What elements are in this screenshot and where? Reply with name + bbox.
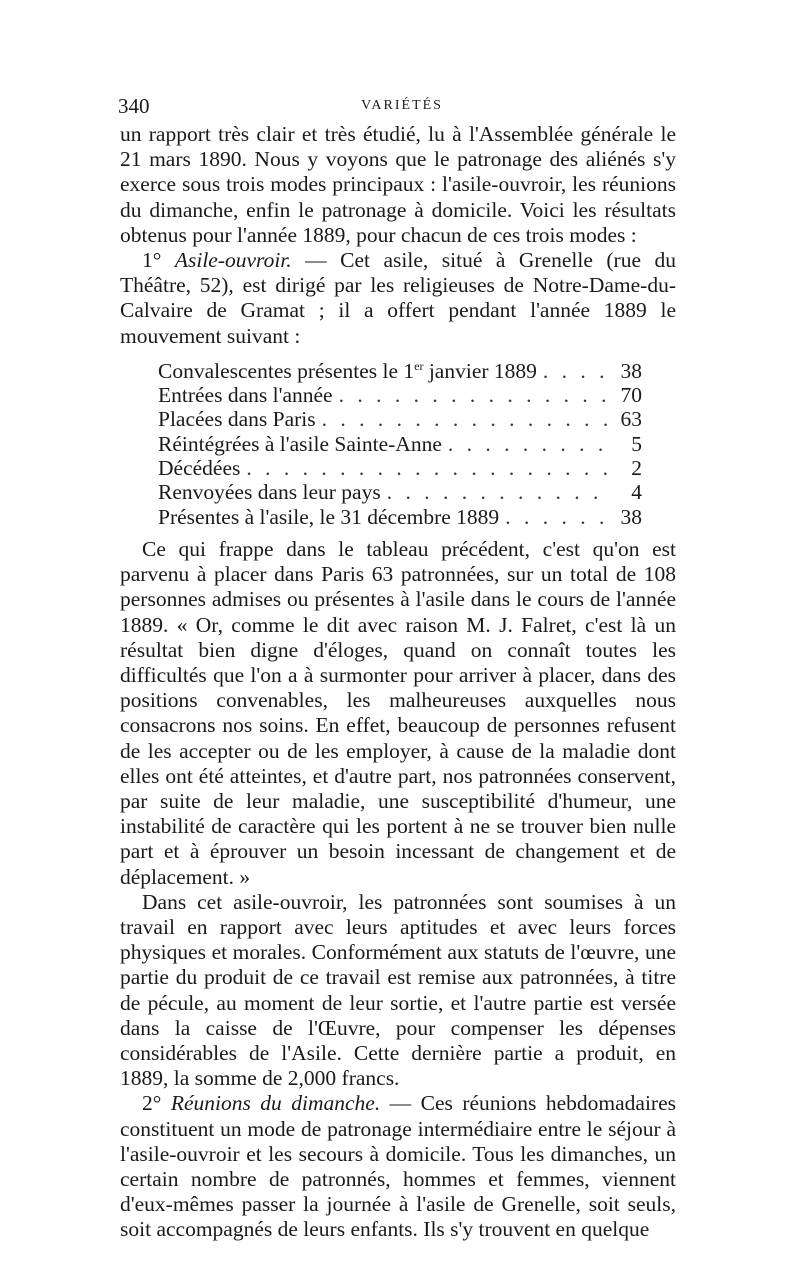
page-header bbox=[118, 94, 676, 120]
section-heading-asile-ouvroir: Asile-ouvroir. bbox=[174, 248, 292, 273]
row-value: 38 bbox=[620, 504, 642, 529]
table-row bbox=[158, 480, 642, 504]
paragraph-asile-ouvroir bbox=[120, 248, 676, 349]
leader-dots bbox=[448, 432, 608, 456]
table-row bbox=[158, 359, 642, 383]
leader-dots bbox=[322, 407, 608, 431]
section-number: 2° bbox=[142, 1091, 171, 1116]
running-title: VARIÉTÉS bbox=[361, 98, 443, 113]
leader-dots bbox=[339, 383, 608, 407]
row-label: Renvoyées dans leur pays bbox=[158, 480, 381, 505]
row-label: Entrées dans l'année bbox=[158, 383, 333, 408]
paragraph-reunions bbox=[120, 1091, 676, 1242]
row-label: Présentes à l'asile, le 31 décembre 1889 bbox=[158, 504, 500, 529]
paragraph-intro: un rapport très clair et très étudié, lu à l'Assemblée générale le 21 mars 1890. Nous y voyons que le patronage des aliénés s'y exerce sous trois modes principaux : l'asile-ouvroir, les réunions du dimanche, enfin le patronage à domicile. Voici les résultats obtenus pour l'année 1889, pour chacun de ces trois modes : bbox=[120, 122, 676, 247]
paragraph-commentary: Ce qui frappe dans le tableau précédent, c'est qu'on est parvenu à placer dans Paris 63 patronnées, sur un total de 108 personnes admises ou présentes à l'asile dans le cours de l'année 1889. « Or, comme le dit avec raison M. J. Falret, c'est là un résultat bien digne d'éloges, quand on connaît toutes les difficultés que l'on a à surmonter pour arriver à placer, dans des positions convenables, les malheureuses auxquelles nous consacrons nos soins. En effet, beaucoup de personnes refusent de les accepter ou de les employer, à cause de la maladie dont elles ont été atteintes, et d'autre part, nos patronnées conservent, par suite de leur maladie, une susceptibilité d'humeur, une instabilité de caractère qui les portent à ne se trouver bien nulle part et à éprouver un besoin incessant de changement et de déplacement. » bbox=[120, 536, 676, 889]
movement-table bbox=[158, 359, 642, 529]
section-number: 1° bbox=[142, 248, 175, 273]
row-label: Décédées bbox=[158, 456, 241, 481]
row-label: Réintégrées à l'asile Sainte-Anne bbox=[158, 431, 442, 456]
leader-dots bbox=[387, 480, 608, 504]
row-value: 2 bbox=[631, 456, 642, 481]
section-text: — Cet asile, situé à Grenelle (rue du Théâtre, 52), est dirigé par les religieuses de Notre-Dame-du-Calvaire de Gramat ; il a offert pendant l'année 1889 le mouvement suivant : bbox=[120, 248, 676, 348]
row-value: 4 bbox=[631, 480, 642, 505]
table-row bbox=[158, 505, 642, 529]
table-row bbox=[158, 407, 642, 431]
table-row bbox=[158, 383, 642, 407]
row-value: 5 bbox=[631, 431, 642, 456]
page-number: 340 bbox=[118, 94, 150, 118]
leader-dots bbox=[543, 359, 608, 383]
row-label: Placées dans Paris bbox=[158, 407, 316, 432]
row-label: Convalescentes présentes le 1er janvier 1889 bbox=[158, 358, 537, 383]
row-value: 70 bbox=[620, 383, 642, 408]
section-heading-reunions: Réunions du dimanche. bbox=[170, 1091, 381, 1116]
leader-dots bbox=[505, 505, 608, 529]
row-value: 63 bbox=[620, 407, 642, 432]
table-row bbox=[158, 456, 642, 480]
row-value: 38 bbox=[620, 358, 642, 383]
leader-dots bbox=[246, 456, 608, 480]
section-text: — Ces réunions hebdomadaires constituent un mode de patronage intermédiaire entre le séjour à l'asile-ouvroir et les secours à domicile. Tous les dimanches, un certain nombre de patronnés, hommes et femmes, viennent d'eux-mêmes passer la journée à l'asile de Grenelle, soit seuls, soit accompagnés de leurs enfants. Ils s'y trouvent en quelque bbox=[120, 1091, 676, 1242]
paragraph-work: Dans cet asile-ouvroir, les patronnées sont soumises à un travail en rapport avec leurs aptitudes et avec leurs forces physiques et morales. Conformément aux statuts de l'œuvre, une partie du produit de ce travail est remise aux patronnées, à titre de pécule, au moment de leur sortie, et l'autre partie est versée dans la caisse de l'Œuvre, pour compenser les dépenses considérables de l'Asile. Cette dernière partie a produit, en 1889, la somme de 2,000 francs. bbox=[120, 889, 676, 1091]
page-body bbox=[120, 122, 676, 1243]
table-row bbox=[158, 432, 642, 456]
